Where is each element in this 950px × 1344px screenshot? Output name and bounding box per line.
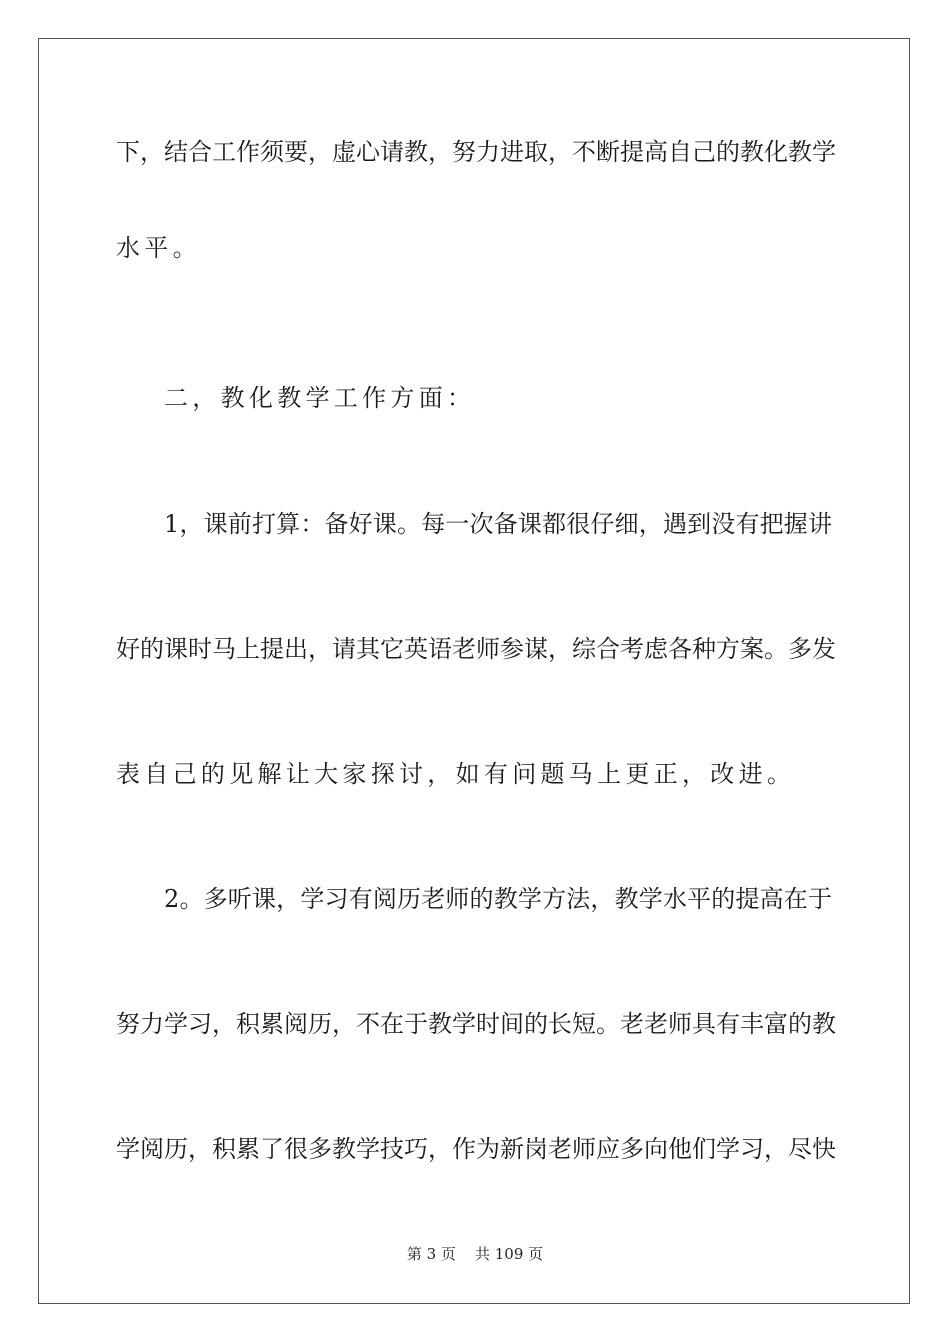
page-border — [38, 38, 910, 1304]
page-footer — [0, 1244, 950, 1264]
section-heading: 二，教化教学工作方面： — [164, 384, 476, 412]
total-pages: 共 109 页 — [475, 1245, 544, 1263]
body-line-1: 下，结合工作须要，虚心请教，努力进取，不断提高自己的教化教学 — [116, 138, 836, 166]
body-line-7: 2。多听课，学习有阅历老师的教学方法，教学水平的提高在于 — [164, 885, 832, 913]
body-line-8: 努力学习，积累阅历，不在于教学时间的长短。老老师具有丰富的教 — [116, 1010, 836, 1038]
body-line-5: 好的课时马上提出，请其它英语老师参谋，综合考虑各种方案。多发 — [116, 635, 836, 663]
body-line-9: 学阅历，积累了很多教学技巧，作为新岗老师应多向他们学习，尽快 — [116, 1135, 836, 1163]
body-line-4: 1，课前打算：备好课。每一次备课都很仔细，遇到没有把握讲 — [164, 510, 832, 538]
body-line-6: 表自己的见解让大家探讨，如有问题马上更正，改进。 — [116, 760, 796, 788]
page-number: 第 3 页 — [406, 1245, 456, 1263]
body-line-2: 水平。 — [116, 234, 201, 262]
